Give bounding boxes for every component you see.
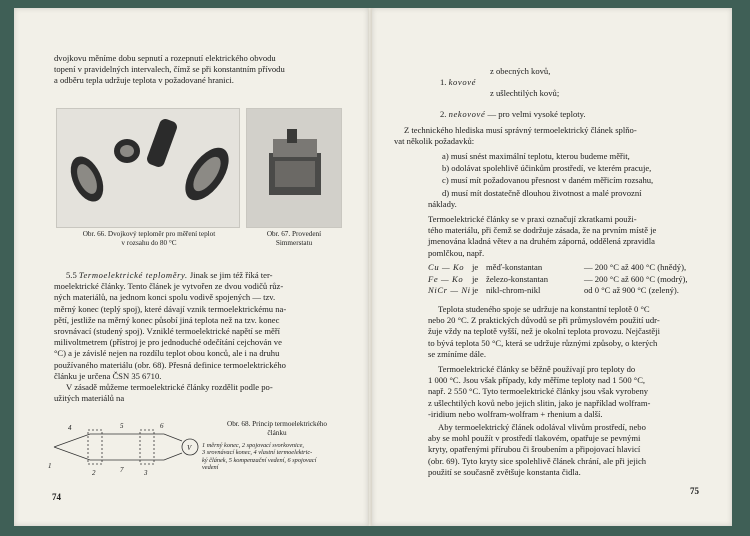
list-branch-b: z ušlechtilých kovů;	[490, 88, 560, 99]
pair-range: od 0 °C až 900 °C (zelený).	[584, 285, 679, 296]
text-line: srovnávací (studený spoj). Vzniklé termoelektrické napětí se měří	[54, 326, 281, 337]
diagram-label-2: 2	[92, 469, 96, 477]
caption-line: Simmerstatu	[275, 239, 313, 247]
text-line: dvojkovu měníme dobu sepnutí a rozepnutí elektrického obvodu	[54, 53, 276, 63]
text-line: tého materiálu, při čemž se dodržuje zásada, že na prvním místě je	[428, 225, 657, 236]
text-line: moelektrické články. Tento článek je vytvořen ze dvou vodičů růz-	[54, 281, 284, 292]
classification-list	[440, 66, 710, 120]
requirement-item: b) odolávat spolehlivě účinkům prostředí, ve kterém pracuje,	[442, 163, 652, 174]
left-page	[14, 8, 368, 526]
right-page	[372, 8, 732, 526]
requirement-item: a) musí snést maximální teplotu, kterou budeme měřit,	[442, 151, 630, 161]
text-line: užitých materiálů na	[54, 393, 125, 404]
text-line: °C) a je závislé nejen na rozdílu teplot obou konců, ale i na druhu	[54, 348, 280, 359]
list-branch-a: z obecných kovů,	[490, 66, 551, 76]
text-line: pětí, jestliže na měrný konec působí jiná teplota než na tzv. konec	[54, 314, 280, 325]
figure-67-caption	[248, 230, 340, 248]
text-line: žuje vždy na teplotě vyšší, než je okolní teplota provozu. Nejčastěji	[428, 326, 660, 337]
pair-code: Fe — Ko	[428, 273, 464, 284]
text-line: např. 2 550 °C. Tyto termoelektrické články jsou však vyrobeny	[428, 386, 649, 397]
text-line: měrný konec (teplý spoj), které dávají vznik termoelektrickému na-	[54, 303, 287, 314]
section-number: 5.5	[66, 270, 77, 280]
diagram-label-3: 3	[144, 469, 148, 477]
types-paragraph	[394, 214, 710, 259]
text-line: kryty, opatřenými přírubou či šroubením a připojovací hlavicí	[428, 444, 641, 455]
list-text: — pro velmi vysoké teploty.	[487, 108, 586, 119]
intro-paragraph	[54, 53, 354, 87]
protection-paragraph	[428, 422, 710, 478]
diagram-label-5: 5	[120, 422, 124, 430]
text-line: Z technického hlediska musí správný termoelektrický článek splňo-	[404, 125, 637, 135]
text-line: milivoltmetrem (přístroj je pro jednoduché odečítání cejchován ve	[54, 337, 282, 348]
text-line: pomlčkou, např.	[428, 247, 485, 258]
text-line: Termoelektrické články se v praxi označují zkratkami použi-	[428, 214, 637, 224]
page-number-right: 75	[690, 486, 699, 496]
list-item-2	[440, 109, 710, 120]
text-line: ných materiálů, na jednom konci spolu vodivě spojených — tzv.	[54, 292, 276, 303]
text-line: (obr. 69). Tyto kryty sice spolehlivě článek chrání, ale při jejich	[428, 455, 647, 466]
figure-66-caption	[60, 230, 238, 248]
section-title: Termoelektrické teploměry.	[78, 270, 188, 280]
text-line: vat několik požadavků:	[394, 136, 475, 147]
legend-line: ký článek, 5 kompenzační vedení, 6 spojovací	[202, 456, 317, 464]
pair-range: — 200 °C až 600 °C (modrý),	[584, 273, 688, 284]
text-line: použití se současně zvětšuje konstanta čidla.	[428, 466, 581, 477]
figure-66-photo	[56, 108, 240, 228]
text-line: jmenována kladná větev a na druhém záporná, oddělená zpravidla	[428, 236, 655, 247]
pair-code: NiCr — Ni	[428, 285, 471, 296]
text-line: to bývá teplota 50 °C, která se udržuje různými způsoby, o kterých	[428, 337, 658, 348]
figure-68-caption	[202, 420, 352, 438]
text-line: topení v pravidelných intervalech, čímž se při konstantním přívodu	[54, 64, 285, 75]
text-line: z ušlechtilých kovů nebo jejich slitin, jako je například wolfram-	[428, 397, 651, 408]
pair-desc: nikl-chrom-nikl	[486, 285, 541, 296]
thermometer-photo-illustration	[57, 109, 239, 227]
text-line: Aby termoelektrický článek odolával vlivům prostředí, nebo	[438, 422, 646, 432]
list-number: 2.	[440, 108, 447, 119]
caption-line: Obr. 67. Provedení	[266, 230, 322, 238]
text-line: nebo 20 °C. Z praktických důvodů se při průmyslovém použití udr-	[428, 315, 660, 326]
diagram-label-7: 7	[120, 466, 124, 474]
list-item-1	[440, 77, 710, 88]
figure-68-legend	[202, 442, 352, 472]
legend-line: vedení	[202, 464, 219, 472]
thermocouple-pairs	[428, 262, 718, 297]
requirement-item: d) musí mít dostatečně dlouhou životnost a malé provozní	[442, 187, 642, 198]
text-line: článku je určena ČSN 35 6710.	[54, 370, 162, 381]
pair-is: je	[472, 285, 479, 296]
diagram-label-6: 6	[160, 422, 164, 430]
legend-line: 1 měrný konec, 2 spojovací svorkovnice,	[202, 442, 304, 449]
text-line: Jinak se jim též říká ter-	[189, 270, 273, 280]
figure-68-diagram	[40, 420, 202, 478]
pair-row	[428, 262, 718, 274]
text-line: používaného materiálu (obr. 68). Přesná definice termoelektrického	[54, 359, 286, 370]
list-number: 1.	[440, 77, 447, 88]
pair-row	[428, 274, 718, 286]
caption-line: Obr. 66. Dvojkový teploměr pro měření teplot	[82, 230, 216, 238]
voltmeter-symbol: V	[187, 444, 192, 452]
pair-desc: měď-konstantan	[486, 262, 543, 272]
text-line: -iridium nebo wolfram-wolfram + rhenium a další.	[428, 408, 603, 419]
usage-paragraph	[428, 364, 710, 420]
legend-line: 3 srovnávací konec, 4 vlastní termoelektric-	[202, 449, 313, 457]
pair-is: je	[472, 273, 479, 284]
pair-is: je	[472, 262, 479, 272]
requirements-list	[442, 150, 710, 199]
requirements-intro	[394, 125, 710, 147]
text-line: Termoelektrické články se běžně používají pro teploty do	[438, 364, 636, 374]
text-line: se zmíníme dále.	[428, 348, 486, 359]
text-line: a odběru tepla udržuje teplota v požadované hranici.	[54, 75, 234, 86]
diagram-label-1: 1	[48, 462, 52, 470]
cold-junction-paragraph	[428, 304, 710, 360]
section-5-5	[54, 270, 354, 404]
text-line: 1 000 °C. Jsou však případy, kdy měříme teploty nad 1 500 °C,	[428, 375, 646, 386]
pair-desc: železo-konstantan	[486, 273, 549, 284]
caption-line: Obr. 68. Princip termoelektrického	[227, 420, 327, 428]
caption-line: článku	[267, 429, 287, 437]
requirement-item: c) musí mít požadovanou přesnost v daném měřicím rozsahu,	[442, 175, 654, 186]
pair-range: — 200 °C až 400 °C (hnědý),	[584, 262, 687, 272]
list-term: nekovové	[448, 108, 486, 119]
caption-line: v rozsahu do 80 °C	[121, 239, 177, 247]
figure-67-photo	[246, 108, 342, 228]
text-line: Teplota studeného spoje se udržuje na konstantní teplotě 0 °C	[438, 304, 650, 314]
page-number-left: 74	[52, 492, 61, 502]
text-line: aby se mohl použít v prostředí tlakovém, opatřuje se pevnými	[428, 433, 641, 444]
text-line: V zásadě můžeme termoelektrické články rozdělit podle po-	[66, 382, 273, 393]
section-heading-line	[54, 270, 354, 281]
pair-row	[428, 285, 718, 297]
requirements-tail: náklady.	[428, 199, 457, 209]
diagram-label-4: 4	[68, 424, 72, 432]
list-term: kovové	[448, 77, 477, 88]
simmerstat-photo-illustration	[247, 109, 341, 227]
pair-code: Cu — Ko	[428, 262, 465, 272]
